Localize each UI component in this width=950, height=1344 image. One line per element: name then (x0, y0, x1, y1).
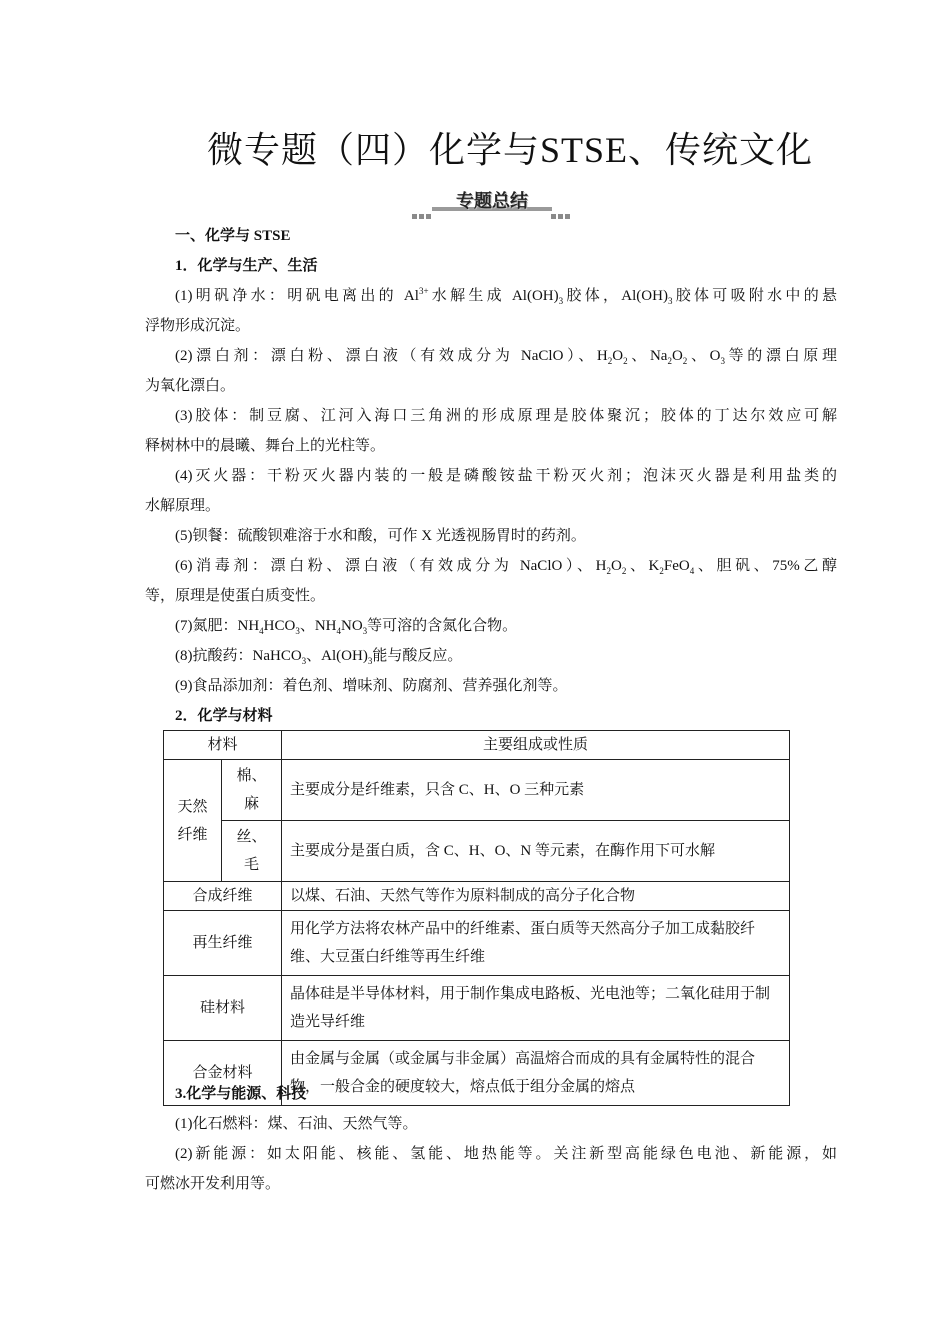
table-cell: 以煤、石油、天然气等作为原料制成的高分子化合物 (282, 882, 790, 911)
paragraph-line: (7)氮肥：$NH_4HCO_3$、$NH_4NO_3$等可溶的含氮化合物。 (175, 618, 518, 636)
table-row (164, 911, 790, 976)
page-title: 微专题（四）化学与STSE、传统文化 (206, 130, 814, 170)
table-row (164, 760, 790, 821)
table-cell: 硅材料 (164, 976, 282, 1041)
table-cell: 主要成分是纤维素，只含 C、H、O 三种元素 (282, 760, 790, 821)
paragraph-line: 浮物形成沉淀。 (145, 318, 251, 334)
paragraph-line: (2)新能源：如太阳能、核能、氢能、地热能等。关注新型高能绿色电池、新能源，如 (175, 1146, 837, 1162)
section-heading: 一、化学与 STSE (175, 228, 291, 244)
table-row (164, 731, 790, 760)
paragraph-line: (2)漂白剂：漂白粉、漂白液（有效成分为 NaClO）、$H_2O_2$、$Na_2O_2$、$O_3$等的漂白原理 (175, 348, 837, 366)
table-cell: 丝、毛 (222, 821, 282, 882)
table-header-cell: 主要组成或性质 (282, 731, 790, 760)
subsection-heading: 3.化学与能源、科技 (175, 1086, 307, 1102)
table-cell: 天然纤维 (164, 760, 222, 882)
table-cell: 主要成分是蛋白质，含 C、H、O、N 等元素，在酶作用下可水解 (282, 821, 790, 882)
paragraph-line: 可燃冰开发利用等。 (145, 1176, 281, 1192)
table-cell: 用化学方法将农林产品中的纤维素、蛋白质等天然高分子加工成黏胶纤维、大豆蛋白纤维等再生纤维 (282, 911, 790, 976)
subsection-heading: 1．化学与生产、生活 (175, 258, 318, 274)
table-cell: 再生纤维 (164, 911, 282, 976)
paragraph-line: (3)胶体：制豆腐、江河入海口三角洲的形成原理是胶体聚沉；胶体的丁达尔效应可解 (175, 408, 837, 424)
paragraph-line: (5)钡餐：硫酸钡难溶于水和酸，可作 X 光透视肠胃时的药剂。 (175, 528, 586, 544)
table-cell: 由金属与金属（或金属与非金属）高温熔合而成的具有金属特性的混合物，一般合金的硬度较大，熔点低于组分金属的熔点 (282, 1041, 790, 1106)
table-cell: 晶体硅是半导体材料，用于制作集成电路板、光电池等；二氧化硅用于制造光导纤维 (282, 976, 790, 1041)
table-cell: 合金材料 (164, 1041, 282, 1106)
paragraph-line: (4)灭火器：干粉灭火器内装的一般是磷酸铵盐干粉灭火剂；泡沫灭火器是利用盐类的 (175, 468, 837, 484)
paragraph-line: 水解原理。 (145, 498, 221, 514)
table-row (164, 821, 790, 882)
table-header-cell: 材料 (164, 731, 282, 760)
materials-table (163, 730, 790, 1106)
paragraph-line: 释树林中的晨曦、舞台上的光柱等。 (145, 438, 386, 454)
paragraph-line: (8)抗酸药：NaHCO$_3$、$Al(OH)_3$能与酸反应。 (175, 648, 463, 666)
paragraph-line: (1)化石燃料：煤、石油、天然气等。 (175, 1116, 418, 1132)
paragraph-line: (6)消毒剂：漂白粉、漂白液（有效成分为 NaClO）、$H_2O_2$、$K_2FeO_4$、胆矾、75%乙醇 (175, 558, 837, 576)
paragraph-line: (1)明矾净水：明矾电离出的 $Al^{3+}$水解生成 $Al(OH)_3$胶体，$Al(OH)_3$胶体可吸附水中的悬 (175, 286, 837, 306)
paragraph-line: (9)食品添加剂：着色剂、增味剂、防腐剂、营养强化剂等。 (175, 678, 568, 694)
paragraph-line: 为氧化漂白。 (145, 378, 236, 394)
paragraph-line: 等，原理是使蛋白质变性。 (145, 588, 326, 604)
subsection-heading: 2．化学与材料 (175, 708, 273, 724)
table-row (164, 882, 790, 911)
section-banner (412, 187, 572, 217)
table-cell: 合成纤维 (164, 882, 282, 911)
table-cell: 棉、麻 (222, 760, 282, 821)
banner-label: 专题总结 (456, 191, 528, 212)
table-row (164, 976, 790, 1041)
